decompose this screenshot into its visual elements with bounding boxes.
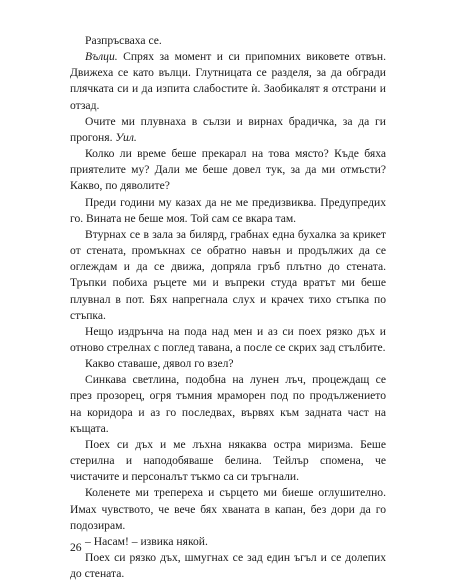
paragraph: Коленете ми трепереха и сърцето ми биеше оглушително. Имах чувството, че вече бях хваната в капан, без дори да го подозирам. xyxy=(70,486,386,532)
italic-word: Вълци. xyxy=(85,50,118,64)
paragraph: Поех си дъх и ме лъхна някаква остра миризма. Беше стерилна и наподобяваше белина. Тейлър спомена, че чистачите и персоналът тъкмо са си тръгнали. xyxy=(70,437,386,484)
body-text xyxy=(70,33,386,582)
paragraph: Преди години му казах да не ме предизвиква. Предупредих го. Вината не беше моя. Той сам се вкара там. xyxy=(70,195,386,225)
paragraph: Нещо издрънча на пода над мен и аз си поех рязко дъх и отново стрелнах с поглед тавана, а после се скрих зад стълбите. xyxy=(70,324,386,354)
paragraph: – Насам! – извика някой. xyxy=(85,534,208,548)
paragraph: Какво ставаше, дявол го взел? xyxy=(85,357,234,371)
page-number: 26 xyxy=(70,541,82,554)
paragraph: Колко ли време беше прекарал на това място? Къде бяха приятелите му? Дали ме беше довел тук, за да ми отмъсти? Какво, по дяволите? xyxy=(70,147,386,193)
paragraph: Разпръсваха се. xyxy=(85,34,162,47)
italic-word: Уил. xyxy=(115,130,137,144)
paragraph: Поех си рязко дъх, шмугнах се зад един ъгъл и се долепих до стената. xyxy=(70,551,386,581)
paragraph: Втурнах се в зала за билярд, грабнах една бухалка за крикет от стената, промъкнах се обратно навън и продължих да се оглеждам и да се движа, допряла гръб плътно до стената. Тръпки побиха ръцете ми и въпреки студа вратът ми беше плувнал в пот. Бях напрегнала слух и крачех тихо стъпка по стъпка. xyxy=(70,227,386,322)
paragraph: Очите ми плувнаха в сълзи и вирнах брадичка, за да ги прогоня. Уил. xyxy=(70,114,386,144)
paragraph: Вълци. Спрях за момент и си припомних виковете отвън. Движеха се като вълци. Глутницата се разделя, за да обгради плячката си и да изпита слабостите ѝ. Заобикалят я отстрани и отзад. xyxy=(70,50,386,112)
paragraph: Синкава светлина, подобна на лунен лъч, процеждащ се през прозорец, огря тъмния мраморен под по продължението на коридора и аз го последвах, вървях към задната част на къщата. xyxy=(70,373,386,435)
